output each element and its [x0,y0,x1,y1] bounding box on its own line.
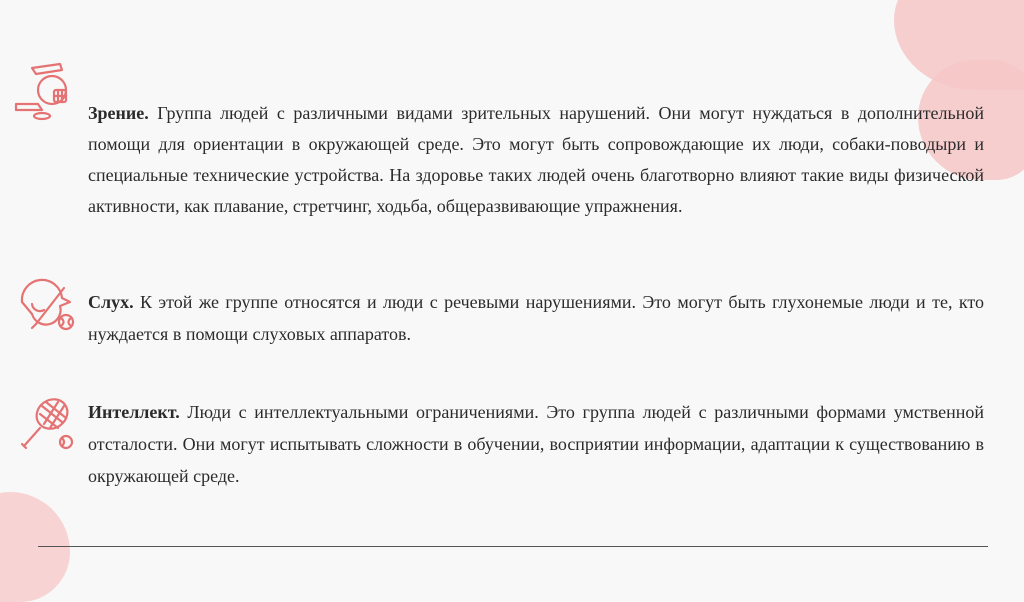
section-text: Группа людей с различными видами зрительных нарушений. Они могут нуждаться в дополнительной помощи для ориентации в окружающей среде. Это могут быть сопровождающие их люди, собаки-поводыри и специальные технические устройства. На здоровье таких людей очень благотворно влияют такие виды физической активности, как плавание, стретчинг, ходьба, общеразвивающие упражнения. [88,103,985,216]
section-heading: Зрение. [88,103,149,123]
section-intellect [88,396,984,492]
section-text: К этой же группе относятся и люди с речевыми нарушениями. Это могут быть глухонемые люди и те, кто нуждается в помощи слуховых аппаратов. [88,292,984,344]
footer-divider [38,546,988,547]
section-heading: Слух. [88,292,134,312]
hockey-helmet-icon [12,60,74,122]
tennis-racket-icon [14,394,76,456]
decor-blob-bottom-left [0,492,70,602]
section-heading: Интеллект. [88,402,180,422]
section-hearing [88,286,984,350]
section-vision [88,98,984,222]
baseball-helmet-icon [14,276,76,338]
section-text: Люди с интеллектуальными ограничениями. Это группа людей с различными формами умственной отсталости. Они могут испытывать сложности в обучении, восприятии информации, адаптации к существованию в окружающей среде. [88,402,985,486]
